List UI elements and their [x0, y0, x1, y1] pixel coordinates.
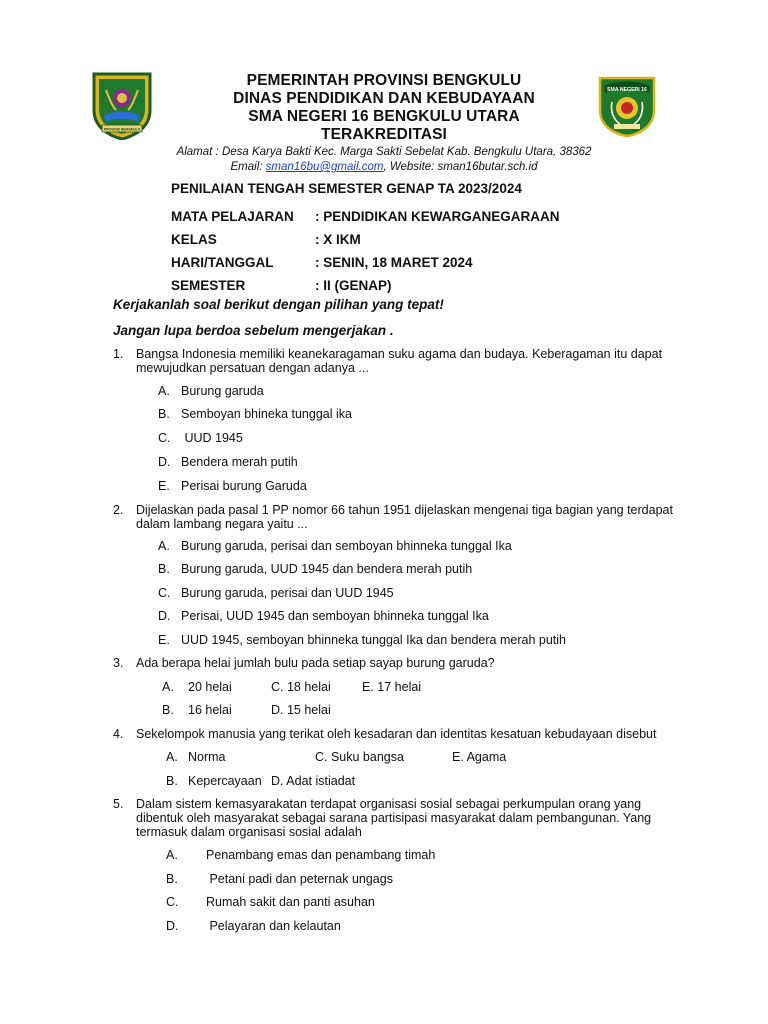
letterhead-line-school: SMA NEGERI 16 BENGKULU UTARA — [248, 108, 520, 125]
option-letter: A. — [166, 750, 178, 764]
meta-row-date — [171, 251, 560, 274]
option-text: Semboyan bhineka tunggal ika — [181, 407, 352, 421]
option-3b[interactable] — [162, 703, 232, 717]
option-1b[interactable] — [158, 407, 352, 421]
question-number: 2. — [113, 503, 124, 517]
option-1c[interactable] — [158, 431, 243, 445]
email-label: Email: — [230, 161, 266, 173]
option-3d[interactable] — [271, 703, 331, 717]
option-5b[interactable] — [166, 872, 393, 886]
option-letter: C. — [166, 895, 179, 909]
option-5d[interactable] — [166, 919, 341, 933]
instruction-answer: Kerjakanlah soal berikut dengan pilihan yang tepat! — [113, 297, 444, 312]
question-2 — [113, 503, 683, 531]
option-text: Penambang emas dan penambang timah — [206, 848, 436, 862]
option-text: Burung garuda, perisai dan UUD 1945 — [181, 586, 394, 600]
meta-key: HARI/TANGGAL — [171, 255, 274, 270]
question-4 — [113, 727, 683, 741]
option-1a[interactable] — [158, 384, 264, 398]
option-text: UUD 1945 — [181, 431, 243, 445]
option-4a[interactable] — [166, 750, 226, 764]
option-text: C. 18 helai — [271, 680, 331, 694]
option-2e[interactable] — [158, 633, 566, 647]
question-3 — [113, 656, 683, 670]
option-letter: B. — [166, 774, 178, 788]
option-1e[interactable] — [158, 479, 307, 493]
option-text: Norma — [188, 750, 226, 764]
meta-row-class — [171, 228, 560, 251]
option-letter: A. — [158, 384, 170, 398]
option-text: Perisai burung Garuda — [181, 479, 307, 493]
exam-title: PENILAIAN TENGAH SEMESTER GENAP TA 2023/2024 — [171, 181, 522, 196]
option-2a[interactable] — [158, 539, 512, 553]
option-text: Bendera merah putih — [181, 455, 298, 469]
meta-row-subject — [171, 205, 560, 228]
question-text: Dalam sistem kemasyarakatan terdapat organisasi sosial sebagai perkumpulan orang yang dibentuk oleh masyarakat sebagai sarana partisipasi masyarakat dalam pembangunan. Yang termasuk dalam organisasi sosial adalah — [136, 797, 652, 839]
option-5c[interactable] — [166, 895, 375, 909]
meta-row-semester — [171, 274, 560, 297]
meta-key: SEMESTER — [171, 278, 246, 293]
exam-meta-table — [171, 205, 560, 297]
option-text: 20 helai — [188, 680, 232, 694]
email-link[interactable]: sman16bu@gmail.com — [265, 161, 384, 173]
option-4b[interactable] — [166, 774, 262, 788]
option-text: Kepercayaan — [188, 774, 262, 788]
contact-line — [150, 160, 618, 174]
question-number: 5. — [113, 797, 124, 811]
province-emblem-icon — [90, 70, 154, 140]
option-text: Burung garuda, perisai dan semboyan bhinneka tunggal Ika — [181, 539, 512, 553]
meta-value: : SENIN, 18 MARET 2024 — [315, 255, 473, 270]
option-text: Perisai, UUD 1945 dan semboyan bhinneka tunggal Ika — [181, 609, 489, 623]
question-5 — [113, 797, 683, 839]
option-3e[interactable] — [362, 680, 421, 694]
option-text: Burung garuda, UUD 1945 dan bendera merah putih — [181, 562, 473, 576]
option-text: E. Agama — [452, 750, 507, 764]
website-text: , Website: sman16butar.sch.id — [383, 161, 538, 173]
letterhead-line-department: DINAS PENDIDIKAN DAN KEBUDAYAAN — [233, 90, 535, 107]
option-letter: B. — [162, 703, 174, 717]
option-letter: A. — [166, 848, 178, 862]
option-5a[interactable] — [166, 848, 435, 862]
option-letter: D. — [158, 455, 171, 469]
option-text: D. Adat istiadat — [271, 774, 356, 788]
option-letter: C. — [158, 431, 171, 445]
question-number: 4. — [113, 727, 124, 741]
option-letter: D. — [166, 919, 179, 933]
meta-value: : X IKM — [315, 232, 361, 247]
option-text: Pelayaran dan kelautan — [206, 919, 341, 933]
option-text: UUD 1945, semboyan bhinneka tunggal Ika dan bendera merah putih — [181, 633, 566, 647]
question-number: 3. — [113, 656, 124, 670]
question-text: Sekelompok manusia yang terikat oleh kesadaran dan identitas kesatuan kebudayaan disebut — [136, 727, 657, 741]
school-logo-text: SMA NEGERI 16 — [607, 87, 647, 93]
instruction-pray: Jangan lupa berdoa sebelum mengerjakan . — [113, 323, 394, 338]
option-letter: A. — [162, 680, 174, 694]
option-4d[interactable] — [271, 774, 355, 788]
letterhead-line-accreditation: TERAKREDITASI — [321, 126, 447, 143]
option-letter: B. — [158, 407, 170, 421]
province-emblem-banner: PROVINSI BENGKULU — [103, 127, 141, 132]
option-letter: E. — [158, 633, 170, 647]
option-letter: D. — [158, 609, 171, 623]
school-address: Alamat : Desa Karya Bakti Kec. Marga Sakti Sebelat Kab. Bengkulu Utara, 38362 — [176, 146, 592, 158]
option-2c[interactable] — [158, 586, 394, 600]
question-text: Ada berapa helai jumlah bulu pada setiap sayap burung garuda? — [136, 656, 495, 670]
question-1 — [113, 347, 683, 375]
meta-value: : PENDIDIKAN KEWARGANEGARAAN — [315, 209, 560, 224]
option-text: C. Suku bangsa — [315, 750, 404, 764]
option-letter: B. — [158, 562, 170, 576]
meta-key: KELAS — [171, 232, 217, 247]
option-3c[interactable] — [271, 680, 331, 694]
meta-key: MATA PELAJARAN — [171, 209, 294, 224]
question-text: Dijelaskan pada pasal 1 PP nomor 66 tahun 1951 dijelaskan mengenai tiga bagian yang terdapat dalam lambang negara yaitu ... — [136, 503, 673, 531]
option-text: Burung garuda — [181, 384, 264, 398]
option-letter: B. — [166, 872, 178, 886]
option-3a[interactable] — [162, 680, 232, 694]
option-letter: A. — [158, 539, 170, 553]
question-text: Bangsa Indonesia memiliki keanekaragaman suku agama dan budaya. Keberagaman itu dapat mewujudkan persatuan dengan adanya ... — [136, 347, 663, 375]
option-4e[interactable] — [452, 750, 506, 764]
option-1d[interactable] — [158, 455, 298, 469]
option-letter: E. — [158, 479, 170, 493]
option-4c[interactable] — [315, 750, 404, 764]
meta-value: : II (GENAP) — [315, 278, 392, 293]
option-text: 16 helai — [188, 703, 232, 717]
option-text: Petani padi dan peternak ungags — [206, 872, 393, 886]
option-2d[interactable] — [158, 609, 489, 623]
option-2b[interactable] — [158, 562, 472, 576]
option-text: E. 17 helai — [362, 680, 422, 694]
letterhead — [150, 72, 618, 174]
option-text: Rumah sakit dan panti asuhan — [206, 895, 375, 909]
letterhead-line-government: PEMERINTAH PROVINSI BENGKULU — [246, 72, 522, 89]
option-letter: C. — [158, 586, 171, 600]
question-number: 1. — [113, 347, 124, 361]
option-text: D. 15 helai — [271, 703, 331, 717]
